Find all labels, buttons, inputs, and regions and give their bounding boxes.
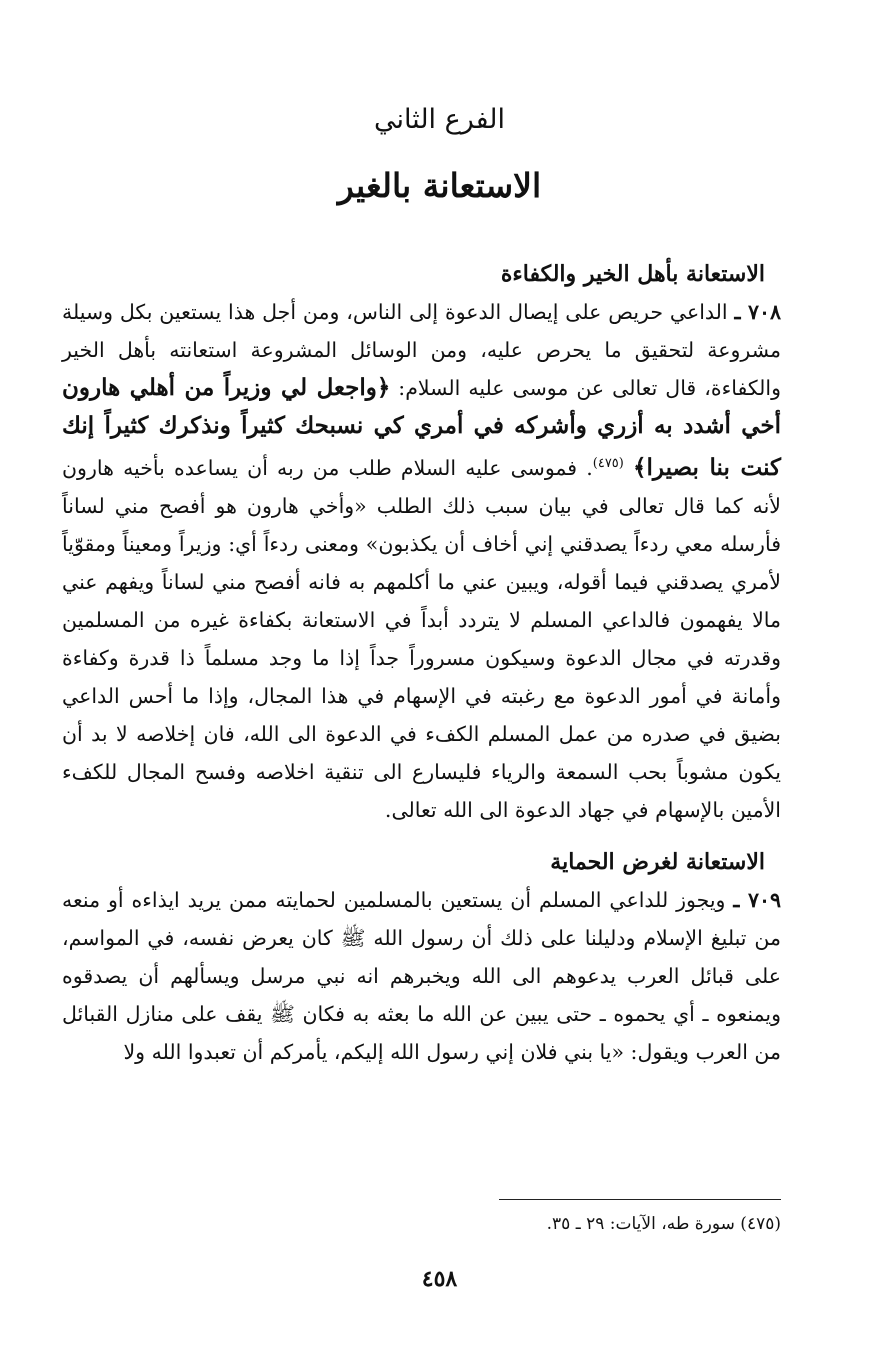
paragraph-text: الداعي حريص على إيصال الدعوة إلى الناس، ومن أجل هذا يستعين بكل وسيلة مشروعة لتحقيق ما يحرص عليه، ومن الوسائل المشروعة استعانته بأهل الخير والكفاءة، قال تعالى عن موسى عليه السلام: xyxy=(62,300,781,400)
paragraph-number: ٧٠٨ ـ xyxy=(734,300,781,324)
branch-title: الفرع الثاني xyxy=(373,104,506,135)
paragraph-709 xyxy=(62,881,781,1071)
footnote: (٤٧٥) سورة طه، الآيات: ٢٩ ـ ٣٥. xyxy=(546,1214,781,1234)
page-number: ٤٥٨ xyxy=(421,1266,458,1292)
paragraph-text: ويجوز للداعي المسلم أن يستعين بالمسلمين لحمايته ممن يريد ايذاءه أو منعه من تبليغ الإسلام ودليلنا على ذلك أن رسول الله ﷺ كان يعرض نفسه، في المواسم، على قبائل العرب يدعوهم الى الله ويخبرهم انه نبي مرسل ويسألهم أن يصدقوه ويمنعوه ـ أي يحموه ـ حتى يبين عن الله ما بعثه به فكان ﷺ يقف على منازل القبائل من العرب ويقول: «يا بني فلان إني رسول الله إليكم، يأمركم أن تعبدوا الله ولا xyxy=(62,887,781,1064)
paragraph-number: ٧٠٩ ـ xyxy=(733,887,781,912)
section-heading-2: الاستعانة لغرض الحماية xyxy=(550,848,765,875)
chapter-title: الاستعانة بالغير xyxy=(337,166,542,205)
page-body xyxy=(62,255,781,1071)
footnote-divider xyxy=(499,1199,781,1200)
footnote-reference: (٤٧٥) xyxy=(592,456,624,471)
quran-verse: ﴿واجعل لي وزيراً من أهلي هارون أخي أشدد به أزري وأشركه في أمري كي نسبحك كثيراً ونذكرك كثيراً إنك كنت بنا بصيرا﴾ xyxy=(62,374,781,481)
paragraph-text-continued: . فموسى عليه السلام طلب من ربه أن يساعده بأخيه هارون لأنه كما قال تعالى في بيان سبب ذلك الطلب «وأخي هارون هو أفصح مني لساناً فأرسله معي ردءاً يصدقني إني أخاف أن يكذبون» ومعنى ردءاً أي: وزيراً ومعيناً ومقوّياً لأمري يصدقني فيما أقوله، ويبين عني ما أكلمهم به فانه أفصح مني لساناً ويفهم عني مالا يفهمون فالداعي المسلم لا يتردد أبداً في الاستعانة بكفاءة غيره من المسلمين وقدرته في مجال الدعوة وسيكون مسروراً جداً إذا ما وجد مسلماً ذا قدرة وكفاءة وأمانة في أمور الدعوة مع رغبته في الإسهام في هذا المجال، وإذا ما أحس الداعي بضيق في صدره من عمل المسلم الكفء في الدعوة الى الله، فان إخلاصه لا بد أن يكون مشوباً بحب السمعة والرياء فليسارع الى تنقية اخلاصه وفسح المجال للكفء الأمين بالإسهام في جهاد الدعوة الى الله تعالى. xyxy=(62,455,781,822)
section-heading-1: الاستعانة بأهل الخير والكفاءة xyxy=(500,261,765,287)
paragraph-708 xyxy=(62,293,781,829)
